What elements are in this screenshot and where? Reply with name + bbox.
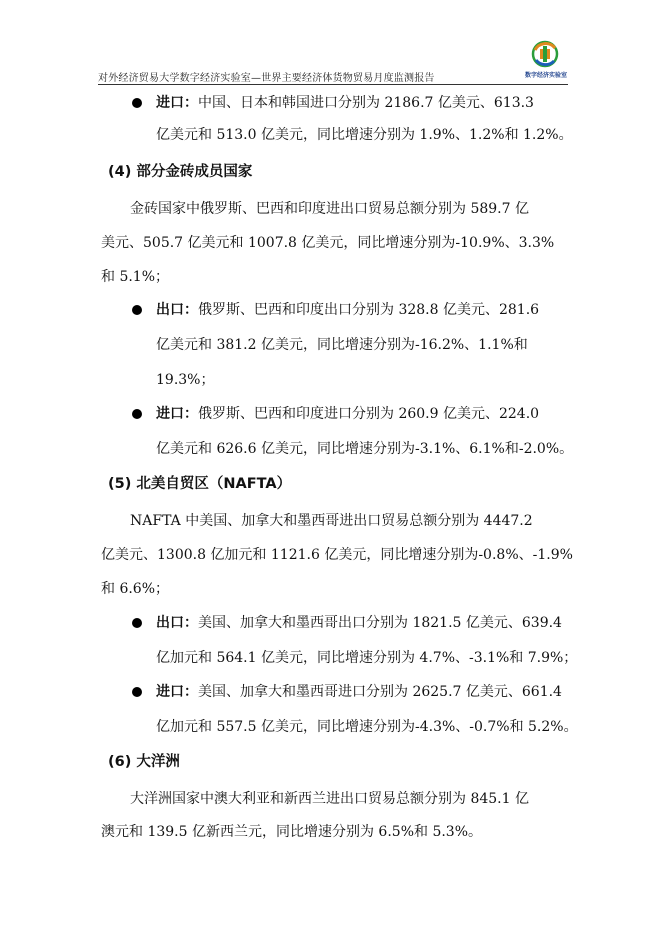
- oceania-paragraph-line1: 大洋洲国家中澳大利亚和新西兰进出口贸易总额分别为 845.1 亿: [130, 791, 529, 807]
- import-paragraph-line1: 进口：中国、日本和韩国进口分别为 2186.7 亿美元、613.3: [156, 95, 534, 111]
- brics-paragraph-line2: 美元、505.7 亿美元和 1007.8 亿美元，同比增速分别为-10.9%、3.3%: [101, 235, 555, 251]
- import-label: 进口：: [156, 684, 198, 700]
- nafta-import-line2: 亿加元和 557.5 亿美元，同比增速分别为-4.3%、-0.7%和 5.2%。: [156, 719, 578, 735]
- bullet-icon: [132, 409, 142, 419]
- nafta-import-line1: 进口：美国、加拿大和墨西哥进口分别为 2625.7 亿美元、661.4: [156, 684, 562, 700]
- import-label: 进口：: [156, 406, 198, 422]
- brics-export-line3: 19.3%；: [156, 372, 215, 388]
- brics-export-line1: 出口：俄罗斯、巴西和印度出口分别为 328.8 亿美元、281.6: [156, 302, 540, 318]
- lab-logo: [522, 40, 570, 82]
- brics-import-line2: 亿美元和 626.6 亿美元，同比增速分别为-3.1%、6.1%和-2.0%。: [156, 441, 574, 457]
- nafta-paragraph-line1: NAFTA 中美国、加拿大和墨西哥进出口贸易总额分别为 4447.2: [130, 513, 533, 529]
- section-heading-nafta: (5) 北美自贸区（NAFTA）: [108, 476, 292, 492]
- header-title: 对外经济贸易大学数字经济实验室—世界主要经济体货物贸易月度监测报告: [98, 73, 435, 84]
- export-label: 出口：: [156, 615, 198, 631]
- brics-paragraph-line1: 金砖国家中俄罗斯、巴西和印度进出口贸易总额分别为 589.7 亿: [130, 201, 529, 217]
- bullet-icon: [132, 98, 142, 108]
- bullet-icon: [132, 305, 142, 315]
- logo-label: 数字经济实验室: [524, 72, 567, 79]
- oceania-paragraph-line2: 澳元和 139.5 亿新西兰元，同比增速分别为 6.5%和 5.3%。: [101, 824, 483, 840]
- brics-import-line1: 进口：俄罗斯、巴西和印度进口分别为 260.9 亿美元、224.0: [156, 406, 540, 422]
- nafta-paragraph-line2: 亿美元、1300.8 亿加元和 1121.6 亿美元，同比增速分别为-0.8%、-1.9%: [101, 547, 573, 563]
- logo-emblem-icon: [530, 40, 560, 68]
- brics-paragraph-line3: 和 5.1%；: [101, 269, 170, 285]
- bullet-icon: [132, 687, 142, 697]
- page-header: [98, 40, 568, 88]
- section-heading-oceania: (6) 大洋洲: [108, 754, 180, 770]
- export-label: 出口：: [156, 302, 198, 318]
- nafta-paragraph-line3: 和 6.6%；: [101, 581, 170, 597]
- nafta-export-line1: 出口：美国、加拿大和墨西哥出口分别为 1821.5 亿美元、639.4: [156, 615, 562, 631]
- header-rule: [98, 84, 568, 85]
- brics-export-line2: 亿美元和 381.2 亿美元，同比增速分别为-16.2%、1.1%和: [156, 337, 528, 353]
- nafta-export-line2: 亿加元和 564.1 亿美元，同比增速分别为 4.7%、-3.1%和 7.9%；: [156, 650, 578, 666]
- section-heading-brics: (4) 部分金砖成员国家: [108, 164, 253, 180]
- import-label: 进口：: [156, 95, 198, 111]
- import-paragraph-line2: 亿美元和 513.0 亿美元，同比增速分别为 1.9%、1.2%和 1.2%。: [156, 127, 573, 143]
- bullet-icon: [132, 618, 142, 628]
